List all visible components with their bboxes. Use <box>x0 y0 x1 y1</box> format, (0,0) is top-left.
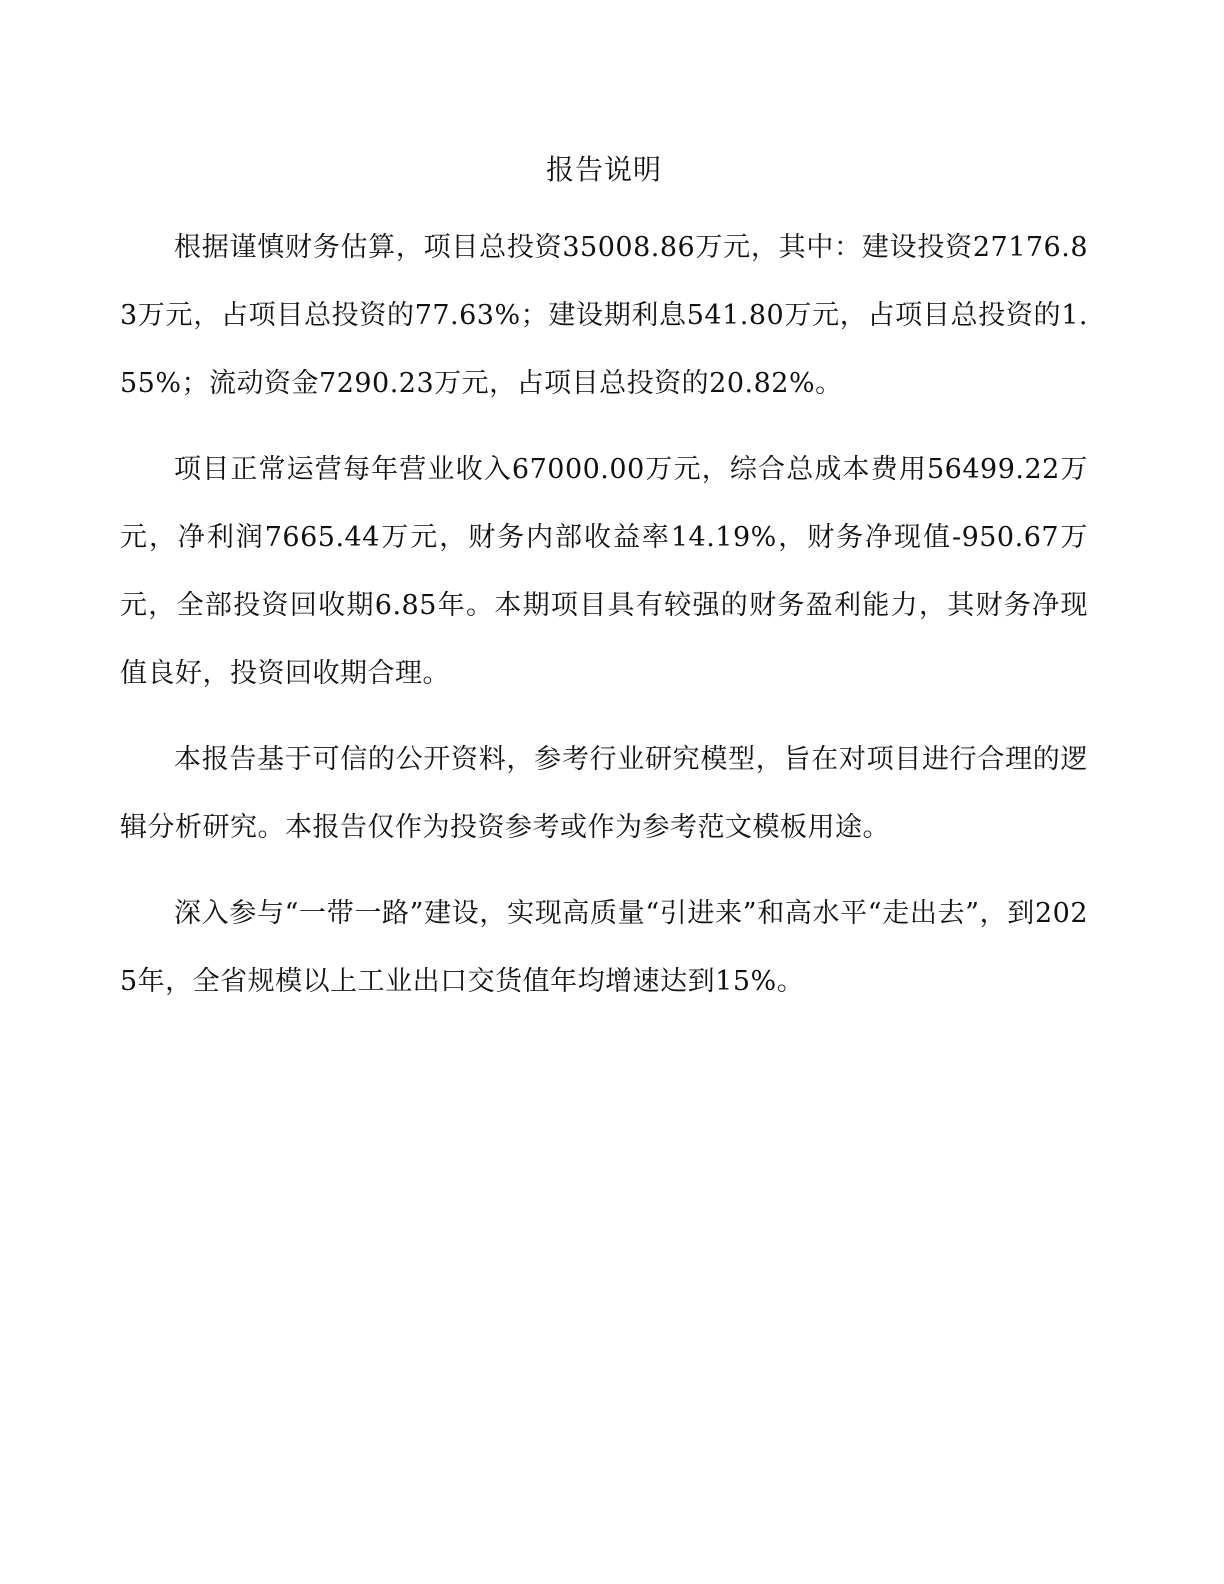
paragraph-belt-road: 深入参与“一带一路”建设，实现高质量“引进来”和高水平“走出去”，到2025年，全省规模以上工业出口交货值年均增速达到15%。 <box>120 898 1088 997</box>
document-content <box>120 146 1088 1034</box>
paragraph-investment: 根据谨慎财务估算，项目总投资35008.86万元，其中：建设投资27176.83万元，占项目总投资的77.63%；建设期利息541.80万元，占项目总投资的1.55%；流动资金7290.23万元，占项目总投资的20.82%。 <box>120 232 1088 399</box>
paragraph-operations: 项目正常运营每年营业收入67000.00万元，综合总成本费用56499.22万元，净利润7665.44万元，财务内部收益率14.19%，财务净现值-950.67万元，全部投资回收期6.85年。本期项目具有较强的财务盈利能力，其财务净现值良好，投资回收期合理。 <box>120 454 1088 689</box>
document-title: 报告说明 <box>545 153 662 186</box>
paragraph-disclaimer: 本报告基于可信的公开资料，参考行业研究模型，旨在对项目进行合理的逻辑分析研究。本报告仅作为投资参考或作为参考范文模板用途。 <box>120 744 1088 843</box>
